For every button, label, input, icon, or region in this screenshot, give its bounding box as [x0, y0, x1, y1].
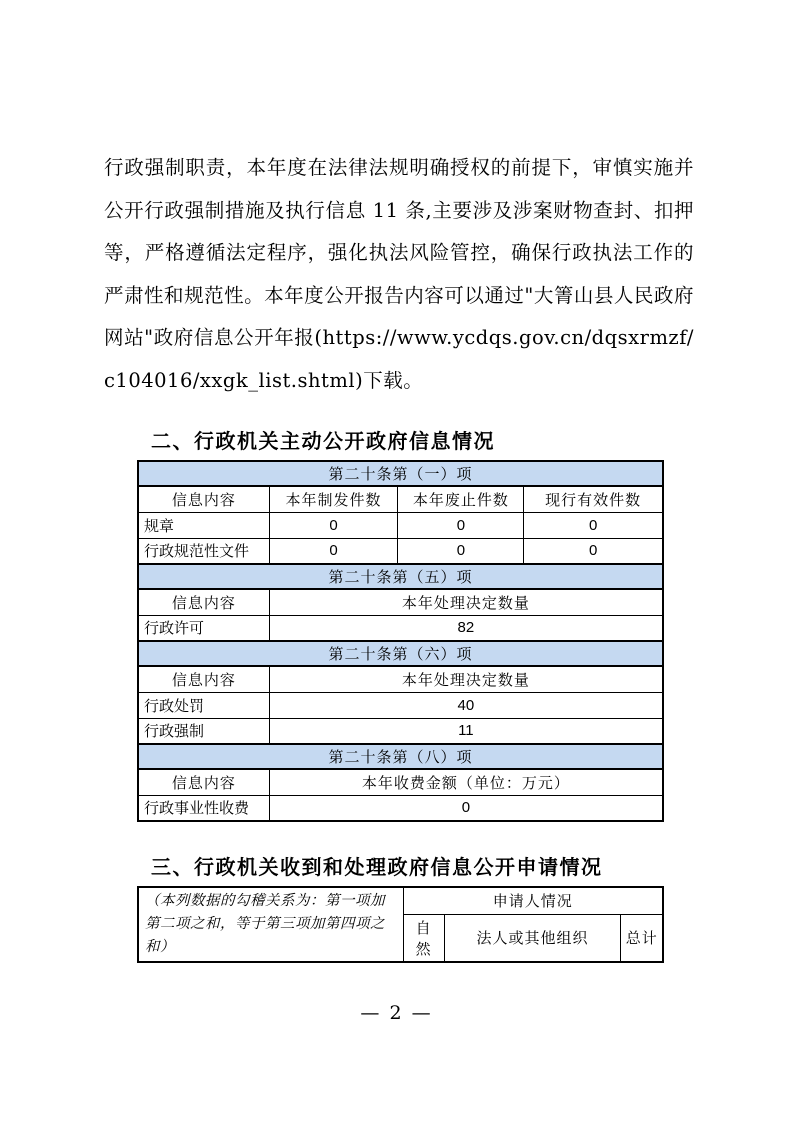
band-article20-item8: 第二十条第（八）项 — [138, 744, 663, 769]
col-header-info-content: 信息内容 — [138, 589, 269, 615]
table-row — [138, 887, 663, 914]
table-band-row — [138, 461, 663, 486]
cell-value: 11 — [269, 718, 663, 744]
col-header-effective: 现行有效件数 — [524, 486, 663, 512]
row-label-admin-penalty: 行政处罚 — [138, 692, 269, 718]
col-header-decisions: 本年处理决定数量 — [269, 589, 663, 615]
table-row — [138, 615, 663, 641]
table-row — [138, 512, 663, 538]
section3-heading: 三、行政机关收到和处理政府信息公开申请情况 — [151, 857, 603, 879]
cell-value: 0 — [524, 512, 663, 538]
table-row — [138, 538, 663, 564]
row-label-admin-fees: 行政事业性收费 — [138, 795, 269, 821]
section3-table — [137, 886, 664, 963]
row-label-admin-license: 行政许可 — [138, 615, 269, 641]
col-header-total: 总计 — [621, 914, 663, 962]
cell-value: 0 — [524, 538, 663, 564]
row-label-admin-coercion: 行政强制 — [138, 718, 269, 744]
table-row — [138, 692, 663, 718]
reconciliation-note: （本列数据的勾稽关系为：第一项加第二项之和，等于第三项加第四项之和） — [138, 887, 403, 962]
col-header-applicant-status: 申请人情况 — [403, 887, 663, 914]
section2-heading: 二、行政机关主动公开政府信息情况 — [151, 431, 495, 453]
cell-value: 0 — [398, 538, 524, 564]
table-band-row — [138, 641, 663, 666]
table-row — [138, 718, 663, 744]
col-header-issued: 本年制发件数 — [269, 486, 398, 512]
cell-value: 0 — [269, 795, 663, 821]
cell-value: 40 — [269, 692, 663, 718]
table-header-row — [138, 666, 663, 692]
section2-table — [137, 460, 664, 822]
table-header-row — [138, 589, 663, 615]
col-header-fees: 本年收费金额（单位：万元） — [269, 769, 663, 795]
table-header-row — [138, 486, 663, 512]
col-header-repealed: 本年废止件数 — [398, 486, 524, 512]
col-header-info-content: 信息内容 — [138, 486, 269, 512]
table-header-row — [138, 769, 663, 795]
table-band-row — [138, 564, 663, 589]
row-label-rules: 规章 — [138, 512, 269, 538]
page-number: — 2 — — [360, 1002, 433, 1024]
cell-value: 0 — [269, 512, 398, 538]
col-header-natural-person: 自然 — [403, 914, 444, 962]
cell-value: 0 — [398, 512, 524, 538]
col-header-decisions: 本年处理决定数量 — [269, 666, 663, 692]
body-paragraph: 行政强制职责，本年度在法律法规明确授权的前提下，审慎实施并公开行政强制措施及执行信息 11 条,主要涉及涉案财物查封、扣押等，严格遵循法定程序，强化执法风险管控，确保行政执法工作的严肃性和规范性。本年度公开报告内容可以通过"大箐山县人民政府网站"政府信息公开年报(https://www.ycdqs.gov.cn/dqsxrmzf/c104016/xxgk_list.shtml)下载。 — [104, 156, 694, 392]
cell-value: 0 — [269, 538, 398, 564]
band-article20-item6: 第二十条第（六）项 — [138, 641, 663, 666]
col-header-info-content: 信息内容 — [138, 666, 269, 692]
cell-value: 82 — [269, 615, 663, 641]
col-header-info-content: 信息内容 — [138, 769, 269, 795]
row-label-normative-docs: 行政规范性文件 — [138, 538, 269, 564]
band-article20-item5: 第二十条第（五）项 — [138, 564, 663, 589]
table-band-row — [138, 744, 663, 769]
col-header-legal-entity: 法人或其他组织 — [444, 914, 621, 962]
table-row — [138, 795, 663, 821]
band-article20-item1: 第二十条第（一）项 — [138, 461, 663, 486]
